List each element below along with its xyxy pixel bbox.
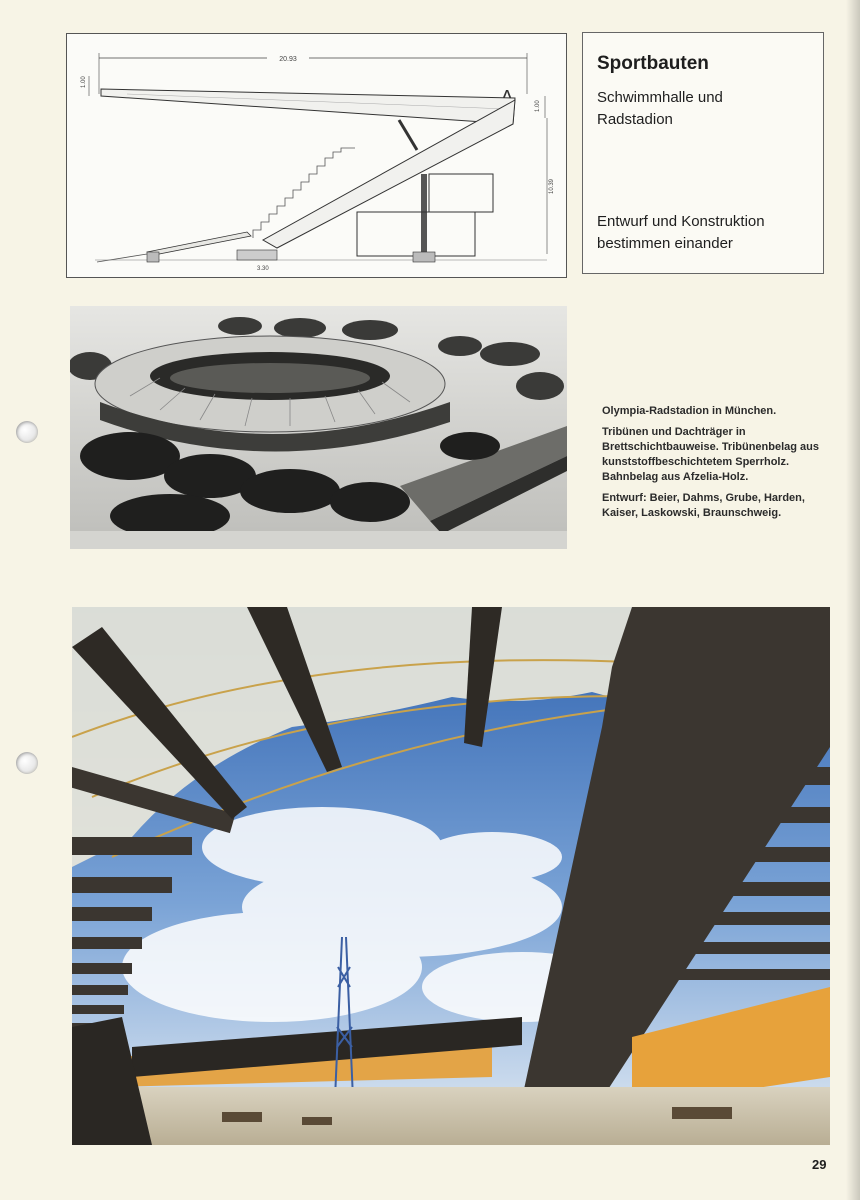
section-heading: Sportbauten <box>597 53 709 74</box>
caption-credits: Entwurf: Beier, Dahms, Grube, Harden, Kaiser, Laskowski, Braunschweig. <box>602 492 805 519</box>
caption-title: Olympia-Radstadion in München. <box>602 405 777 417</box>
model-photo-svg <box>70 306 567 549</box>
stadium-model-photo <box>70 306 567 549</box>
punch-hole-bottom <box>16 752 38 774</box>
punch-hole-top <box>16 421 38 443</box>
grandstand-section-drawing <box>66 33 567 278</box>
title-box <box>582 32 824 274</box>
photo-caption <box>602 404 834 527</box>
section-drawing-svg <box>67 34 566 277</box>
dim-width-label: 20.93 <box>279 56 297 63</box>
caption-body: Tribünen und Dachträger in Brettschichtbauweise. Tribünenbelag aus kunststoffbeschichtetem Sperrholz. Bahnbelag aus Afzelia-Holz. <box>602 426 819 483</box>
dim-height-label: 10.39 <box>549 178 555 194</box>
page-number: 29 <box>812 1157 827 1172</box>
dim-left-label: 1.00 <box>81 76 87 88</box>
page-edge-shadow <box>846 0 860 1200</box>
section-lead: Entwurf und Konstruktion bestimmen einander <box>597 213 765 252</box>
stadium-construction-photo <box>72 607 830 1145</box>
dim-right-label: 1.00 <box>535 100 541 112</box>
construction-photo-svg <box>72 607 830 1145</box>
section-subtitle: Schwimmhalle und Radstadion <box>597 89 723 128</box>
dim-foot-label: 3.30 <box>257 266 269 272</box>
